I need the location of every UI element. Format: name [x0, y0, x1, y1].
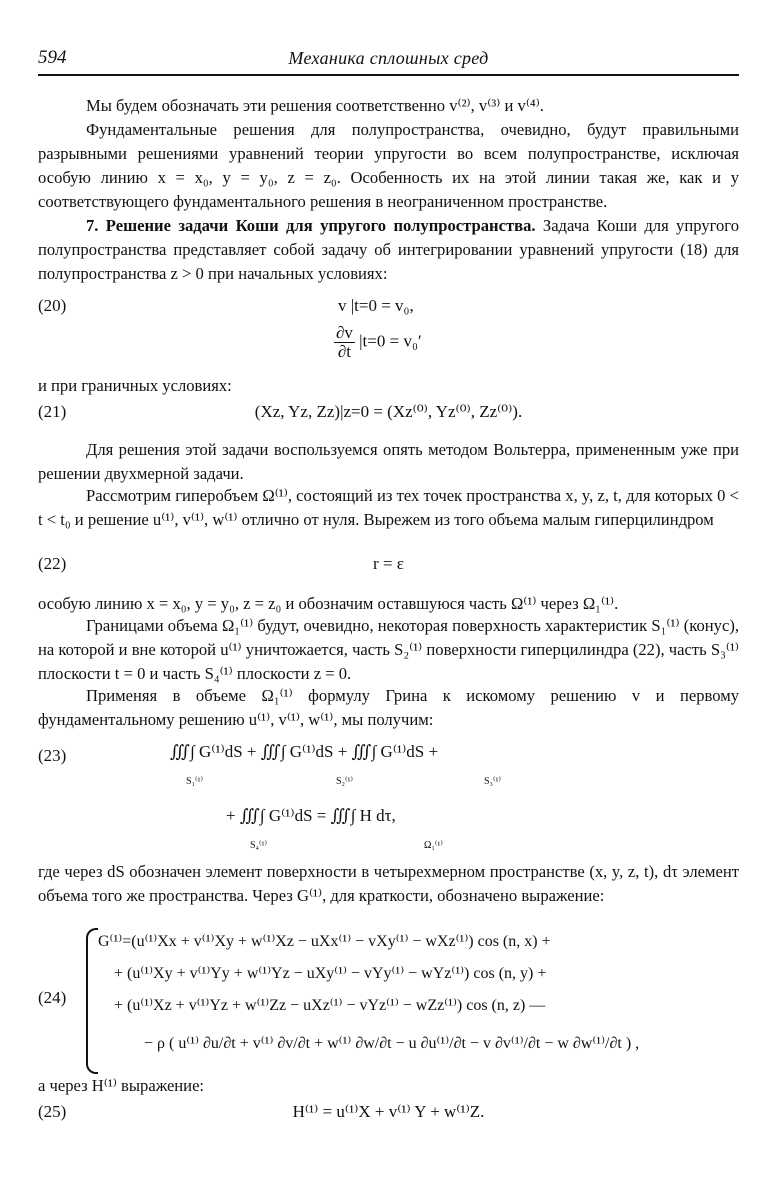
equation-23-line-2: + ∭∫ G⁽¹⁾dS = ∭∫ H dτ,	[226, 806, 396, 825]
page-header	[38, 44, 739, 76]
equation-23-subscript-omega: Ω₁⁽¹⁾	[424, 840, 443, 851]
equation-20-line-2	[334, 324, 422, 361]
paragraph-hypervolume: Рассмотрим гиперобъем Ω⁽¹⁾, состоящий из тех точек пространства x, y, z, t, для которых 0 < t < t₀ и решение u⁽¹⁾, v⁽¹⁾, w⁽¹⁾ отлично от нуля. Вырежем из того объема малым гиперцилиндром	[38, 486, 739, 529]
equation-21: (Xz, Yz, Zz)|z=0 = (Xz⁽⁰⁾, Yz⁽⁰⁾, Zz⁽⁰⁾).	[254, 402, 523, 421]
equation-number-23: (23)	[38, 746, 67, 765]
paragraph-solutions-notation: Мы будем обозначать эти решения соответственно v⁽²⁾, v⁽³⁾ и v⁽⁴⁾.	[86, 96, 544, 115]
section-7-heading: 7. Решение задачи Коши для упругого полупространства.	[86, 216, 536, 235]
paragraph-boundaries: Границами объема Ω₁⁽¹⁾ будут, очевидно, некоторая поверхность характеристик S₁⁽¹⁾ (конус), на которой и вне которой u⁽¹⁾ уничтожается, часть S₂⁽¹⁾ поверхности гиперцилиндра (22), часть S₃⁽¹⁾ плоскости t = 0 и часть S₄⁽¹⁾ плоскости z = 0.	[38, 616, 739, 683]
equation-24-line-1: G⁽¹⁾=(u⁽¹⁾Xx + v⁽¹⁾Xy + w⁽¹⁾Xz − uXx⁽¹⁾ − vXy⁽¹⁾ − wXz⁽¹⁾) cos (n, x) +	[98, 933, 551, 950]
paragraph-volterra-method: Для решения этой задачи воспользуемся опять методом Вольтерра, примененным уже при решении двухмерной задачи.	[38, 440, 739, 483]
equation-number-24: (24)	[38, 988, 67, 1007]
equation-23-subscript-s3: S₃⁽¹⁾	[484, 776, 501, 787]
paragraph-boundary-conditions: и при граничных условиях:	[38, 376, 232, 395]
equation-number-22: (22)	[38, 554, 67, 573]
paragraph-green-formula: Применяя в объеме Ω₁⁽¹⁾ формулу Грина к искомому решению v и первому фундаментальному решению u⁽¹⁾, v⁽¹⁾, w⁽¹⁾, мы получим:	[38, 686, 739, 729]
equation-24-line-3: + (u⁽¹⁾Xz + v⁽¹⁾Yz + w⁽¹⁾Zz − uXz⁽¹⁾ − vYz⁽¹⁾ − wZz⁽¹⁾) cos (n, z) —	[114, 997, 546, 1014]
section-7-paragraph	[38, 214, 739, 286]
paragraph-fundamental-solutions: Фундаментальные решения для полупространства, очевидно, будут правильными разрывными решениями уравнений теории упругости во всем полупространстве, исключая особую линию x = x₀, y = y₀, z = z₀. Особенность их на этой линии такая же, как и у соответствующего фундаментального решения в неограниченном пространстве.	[38, 120, 739, 211]
equation-number-25: (25)	[38, 1102, 67, 1121]
equation-24-brace	[86, 928, 98, 1074]
paragraph-notation-g: где через dS обозначен элемент поверхности в четырехмерном пространстве (x, y, z, t), dτ элемент объема того же пространства. Через G⁽¹⁾, для краткости, обозначено выражение:	[38, 862, 739, 905]
equation-20-fraction: $\frac{\partial v}{\partial t}$	[336, 323, 353, 361]
equation-20-line-1: v |t=0 = v₀,	[338, 296, 414, 315]
running-title: Механика сплошных сред	[288, 48, 489, 68]
paragraph-singular-line: особую линию x = x₀, y = y₀, z = z₀ и обозначим оставшуюся часть Ω⁽¹⁾ через Ω₁⁽¹⁾.	[38, 594, 619, 613]
equation-number-20: (20)	[38, 296, 67, 315]
equation-23-subscript-s1: S₁⁽¹⁾	[186, 776, 203, 787]
equation-24-line-4: − ρ ( u⁽¹⁾ ∂u/∂t + v⁽¹⁾ ∂v/∂t + w⁽¹⁾ ∂w/∂t − u ∂u⁽¹⁾/∂t − v ∂v⁽¹⁾/∂t − w ∂w⁽¹⁾/∂t ) ,	[144, 1035, 640, 1052]
paragraph-notation-h: а через H⁽¹⁾ выражение:	[38, 1076, 205, 1095]
equation-22: r = ε	[373, 554, 404, 573]
page-number: 594	[38, 47, 67, 68]
equation-number-21: (21)	[38, 402, 67, 421]
equation-23-line-1: ∭∫ G⁽¹⁾dS + ∭∫ G⁽¹⁾dS + ∭∫ G⁽¹⁾dS +	[170, 742, 439, 761]
section-7-text: Задача Коши для упругого полупространства представляет собой задачу об интегрировании уравнений упругости (18) для полупространства z > 0 при начальных условиях:	[38, 216, 739, 283]
equation-25: H⁽¹⁾ = u⁽¹⁾X + v⁽¹⁾ Y + w⁽¹⁾Z.	[292, 1102, 485, 1121]
equation-23-subscript-s2: S₂⁽¹⁾	[336, 776, 353, 787]
equation-24-line-2: + (u⁽¹⁾Xy + v⁽¹⁾Yy + w⁽¹⁾Yz − uXy⁽¹⁾ − vYy⁽¹⁾ − wYz⁽¹⁾) cos (n, y) +	[114, 965, 547, 982]
equation-20-initial-velocity: |t=0 = v₀′	[359, 331, 422, 351]
equation-23-subscript-s4: S₄⁽¹⁾	[250, 840, 267, 851]
